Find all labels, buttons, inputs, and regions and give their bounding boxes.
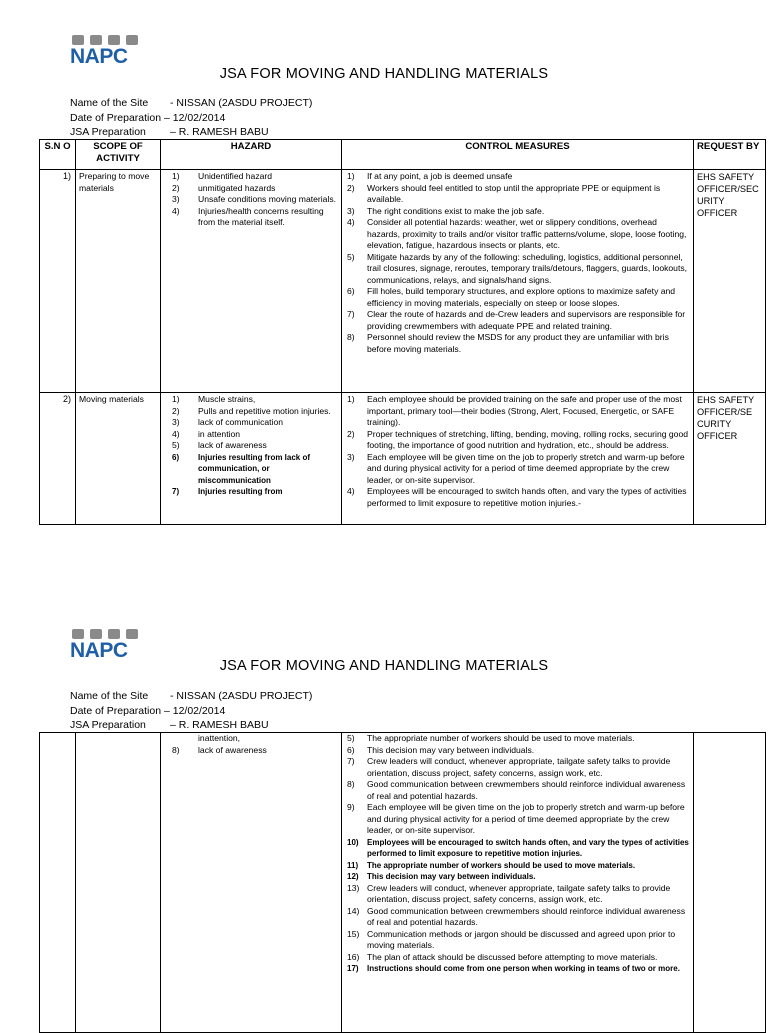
list-item: [345, 929, 690, 952]
list-item-text: Muscle strains,: [198, 394, 256, 404]
list-item-number: 17): [347, 964, 359, 973]
list-item-number: 7): [347, 309, 355, 319]
list-item: [345, 963, 690, 975]
logo-text: NAPC: [70, 45, 128, 68]
table-row: [40, 733, 766, 1033]
site-label: Name of the Site: [70, 97, 149, 109]
list-item-number: 1): [172, 171, 180, 181]
row-request: EHS SAFETY OFFICER/SEC URITY OFFICER: [694, 170, 766, 393]
col-scope: SCOPE OF ACTIVITY: [76, 140, 161, 170]
list-item-text: lack of communication: [198, 417, 284, 427]
list-item-number: 7): [172, 487, 180, 496]
list-item-number: 4): [347, 486, 355, 496]
list-item: [345, 952, 690, 964]
list-item-number: 13): [347, 882, 360, 893]
list-item: [345, 837, 690, 860]
napc-logo: [70, 628, 150, 660]
list-item-text: Employees will be encouraged to switch hands often, and vary the types of activities performed to limit exposure to repetitive motion injuries.-: [367, 486, 687, 508]
jsa-table-continued: [39, 732, 766, 1033]
list-item: [345, 745, 690, 757]
list-item-text: Proper techniques of stretching, lifting, bending, moving, rolling rocks, securing good footing, the importance of good nutrition and hydration, etc., should be address.: [367, 428, 689, 450]
list-item-text: Injuries/health concerns resulting from the material itself.: [198, 205, 324, 227]
list-item-number: 2): [347, 428, 355, 439]
list-item-number: 6): [172, 452, 180, 462]
list-item-number: 3): [347, 451, 355, 462]
list-item-text: Consider all potential hazards: weather, wet or slippery conditions, overhead hazards, proximity to trails and/or visitor traffic patterns/volume, slope, loose footing, elevation, fatigue, hazardous insects or plants, etc.: [367, 217, 687, 250]
list-item-number: 7): [347, 756, 355, 766]
list-item-text: This decision may vary between individuals.: [367, 744, 535, 755]
list-item: [345, 906, 690, 929]
list-item-text: Employees will be encouraged to switch hands often, and vary the types of activities performed to limit exposure to repetitive motion injuries.: [367, 837, 689, 858]
logo-text: NAPC: [70, 639, 128, 662]
list-item: [345, 756, 690, 779]
list-item-text: inattention,: [198, 733, 241, 743]
date-label: Date of Preparation: [70, 704, 162, 717]
list-item-number: 12): [347, 872, 359, 881]
list-item-number: 4): [172, 428, 180, 439]
row-scope: Preparing to move materials: [76, 170, 161, 393]
page-title: JSA FOR MOVING AND HANDLING MATERIALS: [219, 66, 549, 82]
list-item-text: Injuries resulting from: [198, 487, 283, 496]
date-value: – 12/02/2014: [163, 704, 226, 717]
site-value: - NISSAN (2ASDU PROJECT): [170, 97, 313, 109]
list-item: [345, 733, 690, 745]
list-item-text: Good communication between crewmembers should reinforce individual awareness of real and potential hazards.: [367, 779, 686, 801]
list-item-number: 5): [347, 251, 355, 262]
row-scope: Moving materials: [76, 393, 161, 525]
row-controls: [342, 733, 694, 1033]
list-item-text: Pulls and repetitive motion injuries.: [198, 405, 331, 416]
list-item-number: 6): [347, 286, 355, 296]
site-label: Name of the Site: [70, 690, 149, 702]
row-sno: 1): [40, 170, 76, 393]
list-item-text: Unidentified hazard: [198, 171, 273, 181]
list-item-text: This decision may vary between individuals.: [367, 872, 536, 881]
list-item-number: 1): [347, 171, 355, 181]
list-item-text: Communication methods or jargon should be discussed and agreed upon prior to moving materials.: [367, 928, 676, 950]
list-item-text: Good communication between crewmembers should reinforce individual awareness of real and potential hazards.: [367, 905, 686, 927]
list-item-text: Instructions should come from one person when working in teams of two or more.: [367, 964, 680, 973]
page-title: JSA FOR MOVING AND HANDLING MATERIALS: [219, 658, 549, 674]
col-hazard: HAZARD: [161, 140, 342, 170]
col-sno: S.N O: [40, 140, 76, 170]
list-item-number: 11): [347, 860, 359, 870]
date-value: – 12/02/2014: [163, 111, 226, 124]
prep-label: JSA Preparation: [70, 719, 146, 731]
row-request: EHS SAFETY OFFICER/SE CURITY OFFICER: [694, 393, 766, 525]
list-item-number: 14): [347, 905, 360, 916]
list-item: [345, 860, 690, 872]
list-item-number: 4): [172, 205, 180, 216]
list-item-number: 6): [347, 744, 355, 755]
meta-block: [70, 689, 312, 733]
list-item-number: 8): [347, 332, 355, 342]
prep-value: – R. RAMESH BABU: [170, 719, 269, 731]
list-item-text: lack of awareness: [198, 744, 267, 755]
list-item-number: 1): [172, 394, 180, 404]
list-item-number: 2): [172, 405, 180, 416]
list-item-text: The right conditions exist to make the job safe.: [367, 205, 545, 216]
list-item-text: The appropriate number of workers should be used to move materials.: [367, 860, 636, 870]
list-item-text: Clear the route of hazards and de-Crew leaders and supervisors are responsible for providing crewmembers with adequate PPE and related training.: [367, 309, 686, 331]
list-item-text: Crew leaders will conduct, whenever appropriate, tailgate safety talks to provide orientation, discuss project, safety concerns, assign work, etc.: [367, 882, 671, 904]
list-item-number: 8): [347, 779, 355, 789]
list-item-number: 9): [347, 802, 355, 812]
prep-value: – R. RAMESH BABU: [170, 126, 269, 138]
list-item-number: 2): [347, 182, 355, 193]
list-item-text: Each employee should be provided training on the safe and proper use of the most important, primary tool—their bodies (Strong, Alert, Focused, Energetic, or SAFE training).: [367, 394, 682, 427]
list-item: [164, 745, 338, 757]
list-item-number: 5): [347, 733, 355, 743]
list-item: [345, 802, 690, 837]
list-item-number: 16): [347, 951, 360, 962]
row-request: [694, 733, 766, 1033]
list-item: [345, 871, 690, 883]
list-item-number: 15): [347, 928, 360, 939]
list-item-text: Mitigate hazards by any of the following: scheduling, logistics, additional personnel, trail closures, signage, reroutes, temporary trails/detours, flaggers, guards, lookouts, communications, relays, and signals/hand signs.: [367, 251, 688, 285]
list-item-number: 2): [172, 182, 180, 193]
row-hazards: [161, 733, 342, 1033]
list-item-text: Unsafe conditions moving materials.: [198, 194, 337, 204]
list-item-text: Each employee will be given time on the job to properly stretch and warm-up before and during physical activity for a period of time deemed appropriate by the crew leader, or on-site supervisor.: [367, 802, 685, 835]
list-item: [345, 883, 690, 906]
list-item-text: Each employee will be given time on the job to properly stretch and warm-up before and during physical activity for a period of time deemed appropriate by the crew leader, or on-site supervisor.: [367, 451, 685, 485]
col-request: REQUEST BY: [694, 140, 766, 170]
list-item-number: 3): [172, 194, 180, 204]
list-item-number: 5): [172, 440, 180, 450]
list-item-text: Injuries resulting from lack of communication, or miscommunication: [198, 452, 311, 485]
list-item-number: 3): [347, 205, 355, 216]
date-label: Date of Preparation: [70, 111, 162, 124]
list-item-number: 10): [347, 837, 359, 847]
list-item-text: The appropriate number of workers should be used to move materials.: [367, 733, 635, 743]
prep-label: JSA Preparation: [70, 126, 146, 138]
col-control: CONTROL MEASURES: [342, 140, 694, 170]
list-item-text: Workers should feel entitled to stop until the appropriate PPE or equipment is available.: [367, 182, 661, 204]
list-item-text: Crew leaders will conduct, whenever appropriate, tailgate safety talks to provide orientation, discuss project, safety concerns, assign work, etc.: [367, 756, 671, 778]
list-item: [345, 779, 690, 802]
list-item-number: 4): [347, 217, 355, 227]
list-item-number: 8): [172, 744, 180, 755]
list-item-text: unmitigated hazards: [198, 182, 276, 193]
list-item-text: The plan of attack should be discussed before attempting to move materials.: [367, 951, 658, 962]
row-sno: [40, 733, 76, 1033]
list-item: [164, 733, 338, 745]
row-scope: [76, 733, 161, 1033]
row-sno: 2): [40, 393, 76, 525]
list-item-number: 1): [347, 394, 355, 404]
list-item-text: lack of awareness: [198, 440, 267, 450]
list-item-text: Personnel should review the MSDS for any product they are unfamiliar with bris before moving materials.: [367, 332, 669, 354]
list-item-text: in attention: [198, 428, 241, 439]
list-item-text: If at any point, a job is deemed unsafe: [367, 171, 513, 181]
site-value: - NISSAN (2ASDU PROJECT): [170, 690, 313, 702]
list-item-number: 3): [172, 417, 180, 427]
list-item-text: Fill holes, build temporary structures, and explore options to maximize safety and efficiency in moving materials, especially on steep or loose slopes.: [367, 286, 676, 308]
